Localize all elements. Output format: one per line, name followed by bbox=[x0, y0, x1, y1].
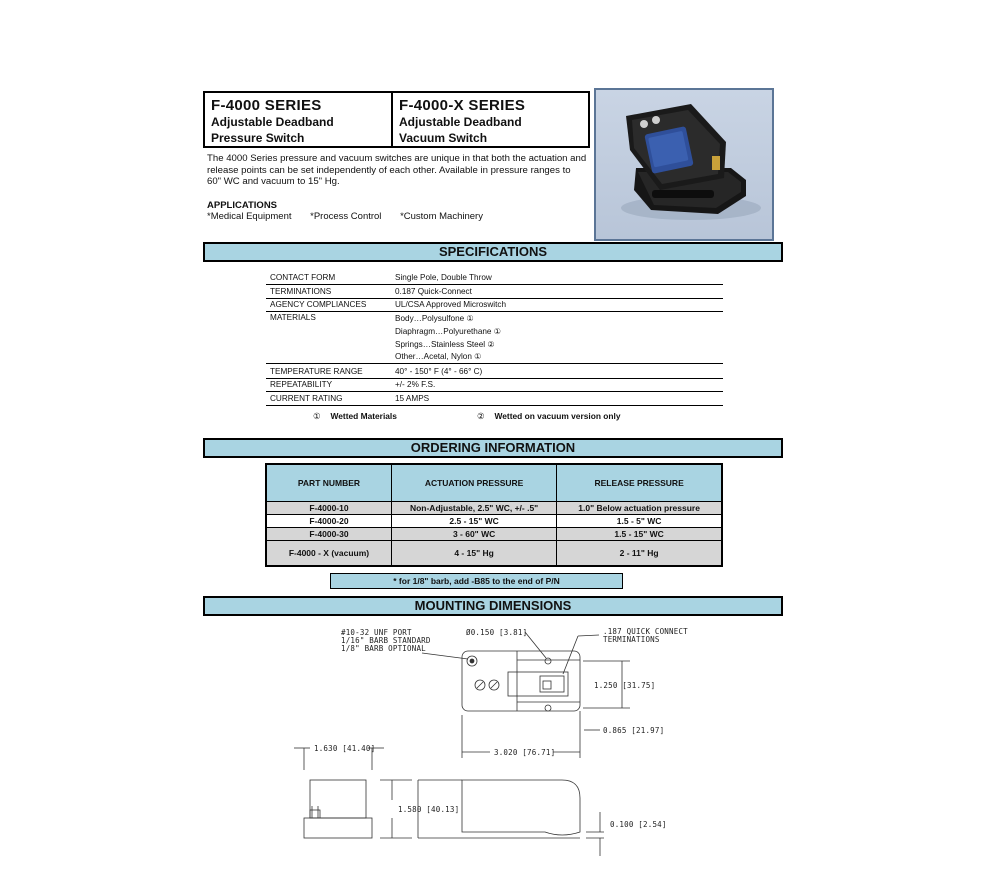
series-subtitle-1: Adjustable Deadband bbox=[211, 115, 334, 129]
spec-value: 40° - 150° F (4° - 66° C) bbox=[395, 367, 483, 376]
ordering-banner: ORDERING INFORMATION bbox=[203, 438, 783, 458]
column-header: ACTUATION PRESSURE bbox=[391, 464, 556, 502]
spec-value: 15 AMPS bbox=[395, 394, 430, 403]
qc-label-1: .187 QUICK CONNECT bbox=[603, 627, 688, 636]
circle-one-icon: ① bbox=[313, 411, 321, 421]
spec-label: TEMPERATURE RANGE bbox=[270, 367, 363, 376]
spec-value: Single Pole, Double Throw bbox=[395, 273, 492, 282]
applications-heading: APPLICATIONS bbox=[207, 200, 278, 211]
material-item: Other…Acetal, Nylon ① bbox=[395, 352, 482, 361]
height-dimension: 1.250 [31.75] bbox=[594, 681, 656, 690]
material-item: Diaphragm…Polyurethane ① bbox=[395, 327, 502, 336]
base-dimension: 0.100 [2.54] bbox=[610, 820, 667, 829]
series-title: F-4000-X SERIES bbox=[399, 97, 526, 114]
port-label-1: #10-32 UNF PORT bbox=[341, 628, 412, 637]
table-cell: 2 - 11" Hg bbox=[557, 541, 722, 567]
spec-label: AGENCY COMPLIANCES bbox=[270, 300, 367, 309]
application-item: *Process Control bbox=[310, 211, 382, 222]
spec-value: +/- 2% F.S. bbox=[395, 380, 436, 389]
application-item: *Custom Machinery bbox=[400, 211, 483, 222]
mounting-banner: MOUNTING DIMENSIONS bbox=[203, 596, 783, 616]
spec-label: MATERIALS bbox=[270, 313, 316, 322]
table-cell: 1.5 - 15" WC bbox=[557, 528, 722, 541]
hole-dimension: Ø0.150 [3.81] bbox=[466, 628, 528, 637]
offset-dimension: 0.865 [21.97] bbox=[603, 726, 665, 735]
intro-paragraph: The 4000 Series pressure and vacuum switches are unique in that both the actuation and release points can be set independently of each other. Available in pressure ranges to 60" WC and vacuum to 15" Hg. bbox=[207, 153, 587, 187]
spec-label: CONTACT FORM bbox=[270, 273, 336, 282]
legend-text: Wetted Materials bbox=[330, 411, 397, 421]
series-title: F-4000 SERIES bbox=[211, 97, 322, 114]
barb-note: * for 1/8" barb, add -B85 to the end of P/N bbox=[330, 573, 623, 589]
spec-label: TERMINATIONS bbox=[270, 287, 332, 296]
table-cell: F-4000-10 bbox=[266, 502, 391, 515]
front-view-outline bbox=[462, 780, 580, 835]
material-item: Springs…Stainless Steel ② bbox=[395, 340, 495, 349]
table-cell: 1.5 - 5" WC bbox=[557, 515, 722, 528]
width-dimension: 1.630 [41.40] bbox=[314, 744, 376, 753]
qc-label-2: TERMINATIONS bbox=[603, 635, 660, 644]
table-cell: Non-Adjustable, 2.5" WC, +/- .5" bbox=[391, 502, 556, 515]
series-subtitle-2: Pressure Switch bbox=[211, 131, 305, 145]
table-cell: F-4000 - X (vacuum) bbox=[266, 541, 391, 567]
table-cell: 4 - 15" Hg bbox=[391, 541, 556, 567]
legend-text: Wetted on vacuum version only bbox=[494, 411, 621, 421]
spec-value: 0.187 Quick-Connect bbox=[395, 287, 472, 296]
table-cell: 2.5 - 15" WC bbox=[391, 515, 556, 528]
port-label-2: 1/16" BARB STANDARD bbox=[341, 636, 431, 645]
spec-value: UL/CSA Approved Microswitch bbox=[395, 300, 507, 309]
column-header: PART NUMBER bbox=[266, 464, 391, 502]
spec-label: CURRENT RATING bbox=[270, 394, 343, 403]
table-cell: 3 - 60" WC bbox=[391, 528, 556, 541]
spec-label: REPEATABILITY bbox=[270, 380, 333, 389]
depth-dimension: 1.580 [40.13] bbox=[398, 805, 460, 814]
circle-two-icon: ② bbox=[477, 411, 485, 421]
column-header: RELEASE PRESSURE bbox=[557, 464, 722, 502]
table-cell: 1.0" Below actuation pressure bbox=[557, 502, 722, 515]
series-subtitle-2: Vacuum Switch bbox=[399, 131, 488, 145]
specifications-banner: SPECIFICATIONS bbox=[203, 242, 783, 262]
table-cell: F-4000-20 bbox=[266, 515, 391, 528]
series-subtitle-1: Adjustable Deadband bbox=[399, 115, 522, 129]
length-dimension: 3.020 [76.71] bbox=[494, 748, 556, 757]
port-label-3: 1/8" BARB OPTIONAL bbox=[341, 644, 426, 653]
material-item: Body…Polysulfone ① bbox=[395, 314, 474, 323]
application-item: *Medical Equipment bbox=[207, 211, 292, 222]
table-cell: F-4000-30 bbox=[266, 528, 391, 541]
